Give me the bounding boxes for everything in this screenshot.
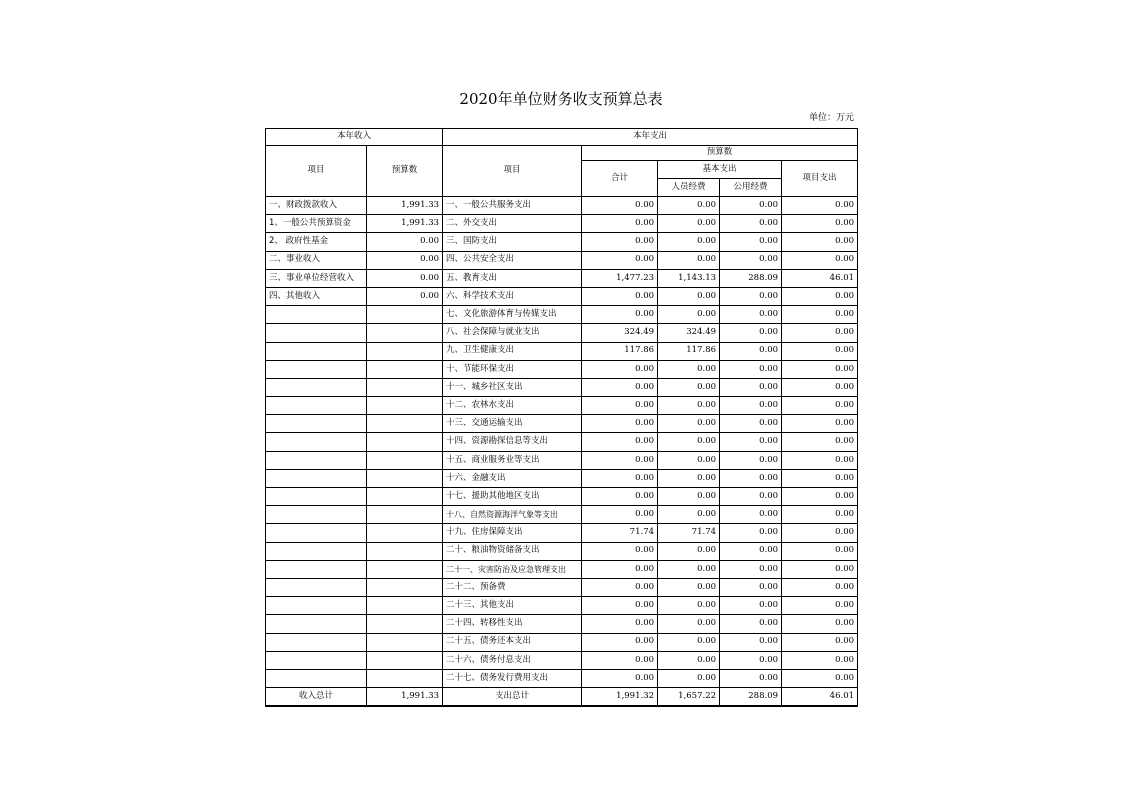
income-item-cell [266, 488, 367, 506]
table-row [266, 524, 858, 542]
expense-total-cell: 0.00 [582, 306, 658, 324]
table-header [266, 129, 858, 197]
table-row [266, 378, 858, 396]
personnel-amount-cell: 324.49 [658, 324, 720, 342]
public-amount-cell: 0.00 [720, 306, 782, 324]
public-amount-cell: 288.09 [720, 269, 782, 287]
expense-item-cell: 九、卫生健康支出 [443, 342, 582, 360]
personnel-amount-cell: 0.00 [658, 306, 720, 324]
table-row [266, 542, 858, 560]
table-row [266, 324, 858, 342]
table-row [266, 360, 858, 378]
public-amount-cell: 0.00 [720, 233, 782, 251]
project-amount-cell: 0.00 [782, 342, 858, 360]
personnel-amount-cell: 0.00 [658, 488, 720, 506]
project-expense-header: 项目支出 [782, 161, 858, 197]
income-item-cell [266, 415, 367, 433]
income-amount-cell [367, 324, 443, 342]
public-amount-cell: 0.00 [720, 633, 782, 651]
table-row [266, 197, 858, 215]
personnel-amount-cell: 0.00 [658, 597, 720, 615]
income-item-cell [266, 560, 367, 578]
income-amount-cell [367, 651, 443, 669]
income-amount-cell [367, 669, 443, 687]
project-amount-cell: 0.00 [782, 651, 858, 669]
expense-item-cell: 十七、援助其他地区支出 [443, 488, 582, 506]
project-amount-cell: 0.00 [782, 469, 858, 487]
project-amount-cell: 0.00 [782, 560, 858, 578]
expense-item-cell: 十四、资源勘探信息等支出 [443, 433, 582, 451]
project-amount-cell: 0.00 [782, 615, 858, 633]
table-row [266, 287, 858, 305]
project-amount-cell: 0.00 [782, 251, 858, 269]
public-amount-cell: 0.00 [720, 197, 782, 215]
public-amount-cell: 0.00 [720, 378, 782, 396]
project-amount-cell: 0.00 [782, 669, 858, 687]
project-amount-cell: 0.00 [782, 197, 858, 215]
expense-total-cell: 0.00 [582, 251, 658, 269]
income-item-cell [266, 542, 367, 560]
table-footer [266, 688, 858, 707]
personnel-amount-cell: 0.00 [658, 615, 720, 633]
table-row [266, 415, 858, 433]
project-total-amount: 46.01 [782, 688, 858, 707]
table-row [266, 251, 858, 269]
expense-total-cell: 0.00 [582, 287, 658, 305]
project-amount-cell: 0.00 [782, 578, 858, 596]
personnel-amount-cell: 0.00 [658, 433, 720, 451]
expense-total-cell: 0.00 [582, 397, 658, 415]
income-item-cell [266, 506, 367, 524]
personnel-amount-cell: 0.00 [658, 378, 720, 396]
total-header: 合计 [582, 161, 658, 197]
personnel-amount-cell: 0.00 [658, 469, 720, 487]
project-amount-cell: 0.00 [782, 597, 858, 615]
project-amount-cell: 0.00 [782, 287, 858, 305]
expense-total-cell: 0.00 [582, 360, 658, 378]
income-item-cell [266, 433, 367, 451]
expense-total-cell: 0.00 [582, 597, 658, 615]
personnel-amount-cell: 0.00 [658, 506, 720, 524]
personnel-amount-cell: 0.00 [658, 451, 720, 469]
personnel-amount-cell: 0.00 [658, 360, 720, 378]
public-amount-cell: 0.00 [720, 397, 782, 415]
expense-item-cell: 八、社会保障与就业支出 [443, 324, 582, 342]
table-row [266, 433, 858, 451]
project-amount-cell: 0.00 [782, 542, 858, 560]
income-amount-cell [367, 633, 443, 651]
public-amount-cell: 0.00 [720, 488, 782, 506]
expense-item-cell: 七、文化旅游体育与传媒支出 [443, 306, 582, 324]
public-amount-cell: 0.00 [720, 524, 782, 542]
expense-item-cell: 二十四、转移性支出 [443, 615, 582, 633]
income-item-cell [266, 342, 367, 360]
table-row [266, 560, 858, 578]
project-amount-cell: 0.00 [782, 324, 858, 342]
public-amount-cell: 0.00 [720, 578, 782, 596]
public-amount-cell: 0.00 [720, 506, 782, 524]
table-row [266, 269, 858, 287]
expense-total-cell: 0.00 [582, 433, 658, 451]
expense-item-cell: 十三、交通运输支出 [443, 415, 582, 433]
budget-group-header: 预算数 [582, 146, 858, 161]
expense-section-header: 本年支出 [443, 129, 858, 146]
budget-table [265, 128, 858, 707]
personnel-amount-cell: 0.00 [658, 578, 720, 596]
income-amount-cell [367, 378, 443, 396]
personnel-amount-cell: 1,143.13 [658, 269, 720, 287]
project-amount-cell: 0.00 [782, 633, 858, 651]
expense-item-cell: 十五、商业服务业等支出 [443, 451, 582, 469]
expense-item-cell: 十八、自然资源海洋气象等支出 [443, 506, 582, 524]
public-header: 公用经费 [720, 179, 782, 197]
public-amount-cell: 0.00 [720, 451, 782, 469]
income-item-cell [266, 578, 367, 596]
income-item-cell [266, 397, 367, 415]
expense-item-cell: 十一、城乡社区支出 [443, 378, 582, 396]
income-item-cell [266, 324, 367, 342]
expense-total-cell: 0.00 [582, 488, 658, 506]
income-amount-cell [367, 342, 443, 360]
income-item-cell [266, 615, 367, 633]
expense-total-cell: 1,477.23 [582, 269, 658, 287]
income-total-label: 收入总计 [266, 688, 367, 707]
expense-item-cell: 二十二、预备费 [443, 578, 582, 596]
income-total-amount: 1,991.33 [367, 688, 443, 707]
income-amount-cell [367, 506, 443, 524]
income-item-cell [266, 451, 367, 469]
expense-item-cell: 二十七、债务发行费用支出 [443, 669, 582, 687]
income-amount-cell [367, 397, 443, 415]
public-amount-cell: 0.00 [720, 469, 782, 487]
expense-item-cell: 二十五、债务还本支出 [443, 633, 582, 651]
income-amount-header: 预算数 [367, 146, 443, 197]
income-amount-cell [367, 578, 443, 596]
public-amount-cell: 0.00 [720, 615, 782, 633]
income-amount-cell [367, 451, 443, 469]
page-title: 2020年单位财务收支预算总表 [459, 90, 663, 108]
public-amount-cell: 0.00 [720, 360, 782, 378]
income-amount-cell: 0.00 [367, 269, 443, 287]
public-amount-cell: 0.00 [720, 287, 782, 305]
income-amount-cell [367, 615, 443, 633]
public-amount-cell: 0.00 [720, 215, 782, 233]
expense-item-cell: 二十一、灾害防治及应急管理支出 [443, 560, 582, 578]
income-item-cell: 1、一般公共预算资金 [266, 215, 367, 233]
public-amount-cell: 0.00 [720, 651, 782, 669]
table-row [266, 306, 858, 324]
income-section-header: 本年收入 [266, 129, 443, 146]
table-row [266, 451, 858, 469]
income-item-cell [266, 597, 367, 615]
expense-total-cell: 0.00 [582, 669, 658, 687]
expense-item-cell: 十二、农林水支出 [443, 397, 582, 415]
income-item-cell: 一、财政拨款收入 [266, 197, 367, 215]
expense-total-cell: 0.00 [582, 506, 658, 524]
expense-total-cell: 117.86 [582, 342, 658, 360]
table-row [266, 651, 858, 669]
expense-total-label: 支出总计 [443, 688, 582, 707]
personnel-amount-cell: 0.00 [658, 542, 720, 560]
income-item-cell [266, 469, 367, 487]
expense-item-cell: 二十、粮油物资储备支出 [443, 542, 582, 560]
table-row [266, 578, 858, 596]
personnel-amount-cell: 0.00 [658, 215, 720, 233]
income-amount-cell [367, 415, 443, 433]
income-amount-cell [367, 542, 443, 560]
table-row [266, 342, 858, 360]
expense-total-cell: 0.00 [582, 615, 658, 633]
income-amount-cell [367, 560, 443, 578]
income-amount-cell [367, 469, 443, 487]
table-row [266, 215, 858, 233]
expense-item-cell: 十、节能环保支出 [443, 360, 582, 378]
expense-item-cell: 十六、金融支出 [443, 469, 582, 487]
personnel-amount-cell: 0.00 [658, 197, 720, 215]
expense-item-header: 项目 [443, 146, 582, 197]
public-amount-cell: 0.00 [720, 669, 782, 687]
public-amount-cell: 0.00 [720, 597, 782, 615]
project-amount-cell: 0.00 [782, 378, 858, 396]
expense-total-cell: 324.49 [582, 324, 658, 342]
table-row [266, 469, 858, 487]
project-amount-cell: 46.01 [782, 269, 858, 287]
income-item-cell [266, 524, 367, 542]
public-amount-cell: 0.00 [720, 560, 782, 578]
expense-total-cell: 0.00 [582, 451, 658, 469]
personnel-amount-cell: 0.00 [658, 669, 720, 687]
project-amount-cell: 0.00 [782, 433, 858, 451]
project-amount-cell: 0.00 [782, 360, 858, 378]
public-amount-cell: 0.00 [720, 324, 782, 342]
income-item-cell: 三、事业单位经营收入 [266, 269, 367, 287]
expense-total-amount: 1,991.32 [582, 688, 658, 707]
public-amount-cell: 0.00 [720, 415, 782, 433]
personnel-amount-cell: 117.86 [658, 342, 720, 360]
expense-total-cell: 71.74 [582, 524, 658, 542]
personnel-amount-cell: 0.00 [658, 415, 720, 433]
expense-item-cell: 五、教育支出 [443, 269, 582, 287]
table-row [266, 597, 858, 615]
project-amount-cell: 0.00 [782, 397, 858, 415]
table-row [266, 488, 858, 506]
income-amount-cell: 1,991.33 [367, 197, 443, 215]
personnel-amount-cell: 0.00 [658, 233, 720, 251]
income-item-cell: 四、其他收入 [266, 287, 367, 305]
project-amount-cell: 0.00 [782, 488, 858, 506]
public-amount-cell: 0.00 [720, 542, 782, 560]
income-item-cell [266, 633, 367, 651]
income-amount-cell [367, 433, 443, 451]
table-row [266, 506, 858, 524]
basic-expense-header: 基本支出 [658, 161, 782, 179]
income-item-cell [266, 306, 367, 324]
public-amount-cell: 0.00 [720, 433, 782, 451]
expense-total-cell: 0.00 [582, 233, 658, 251]
public-amount-cell: 0.00 [720, 251, 782, 269]
income-amount-cell: 0.00 [367, 251, 443, 269]
table-row [266, 615, 858, 633]
income-item-cell: 二、事业收入 [266, 251, 367, 269]
income-amount-cell [367, 488, 443, 506]
expense-total-cell: 0.00 [582, 215, 658, 233]
table-body [266, 197, 858, 688]
project-amount-cell: 0.00 [782, 233, 858, 251]
project-amount-cell: 0.00 [782, 215, 858, 233]
expense-item-cell: 一、一般公共服务支出 [443, 197, 582, 215]
table-row [266, 397, 858, 415]
expense-total-cell: 0.00 [582, 651, 658, 669]
personnel-amount-cell: 0.00 [658, 251, 720, 269]
public-total-amount: 288.09 [720, 688, 782, 707]
table-row [266, 233, 858, 251]
expense-item-cell: 六、科学技术支出 [443, 287, 582, 305]
expense-item-cell: 十九、住房保障支出 [443, 524, 582, 542]
project-amount-cell: 0.00 [782, 415, 858, 433]
public-amount-cell: 0.00 [720, 342, 782, 360]
personnel-total-amount: 1,657.22 [658, 688, 720, 707]
income-item-cell [266, 360, 367, 378]
personnel-amount-cell: 71.74 [658, 524, 720, 542]
totals-row [266, 688, 858, 707]
project-amount-cell: 0.00 [782, 524, 858, 542]
income-amount-cell: 1,991.33 [367, 215, 443, 233]
table-row [266, 669, 858, 687]
expense-item-cell: 二十六、债务付息支出 [443, 651, 582, 669]
income-item-cell: 2、 政府性基金 [266, 233, 367, 251]
personnel-amount-cell: 0.00 [658, 287, 720, 305]
unit-label: 单位：万元 [808, 113, 854, 123]
income-item-cell [266, 669, 367, 687]
project-amount-cell: 0.00 [782, 306, 858, 324]
income-amount-cell: 0.00 [367, 233, 443, 251]
expense-item-cell: 二十三、其他支出 [443, 597, 582, 615]
income-amount-cell [367, 306, 443, 324]
project-amount-cell: 0.00 [782, 451, 858, 469]
expense-total-cell: 0.00 [582, 578, 658, 596]
personnel-header: 人员经费 [658, 179, 720, 197]
personnel-amount-cell: 0.00 [658, 560, 720, 578]
project-amount-cell: 0.00 [782, 506, 858, 524]
income-item-cell [266, 651, 367, 669]
expense-total-cell: 0.00 [582, 560, 658, 578]
income-amount-cell [367, 360, 443, 378]
expense-total-cell: 0.00 [582, 633, 658, 651]
expense-total-cell: 0.00 [582, 197, 658, 215]
personnel-amount-cell: 0.00 [658, 397, 720, 415]
income-amount-cell [367, 524, 443, 542]
expense-total-cell: 0.00 [582, 469, 658, 487]
expense-total-cell: 0.00 [582, 542, 658, 560]
expense-total-cell: 0.00 [582, 415, 658, 433]
table-row [266, 633, 858, 651]
expense-item-cell: 二、外交支出 [443, 215, 582, 233]
income-item-cell [266, 378, 367, 396]
personnel-amount-cell: 0.00 [658, 633, 720, 651]
income-amount-cell [367, 597, 443, 615]
income-amount-cell: 0.00 [367, 287, 443, 305]
personnel-amount-cell: 0.00 [658, 651, 720, 669]
income-item-header: 项目 [266, 146, 367, 197]
expense-total-cell: 0.00 [582, 378, 658, 396]
expense-item-cell: 四、公共安全支出 [443, 251, 582, 269]
expense-item-cell: 三、国防支出 [443, 233, 582, 251]
